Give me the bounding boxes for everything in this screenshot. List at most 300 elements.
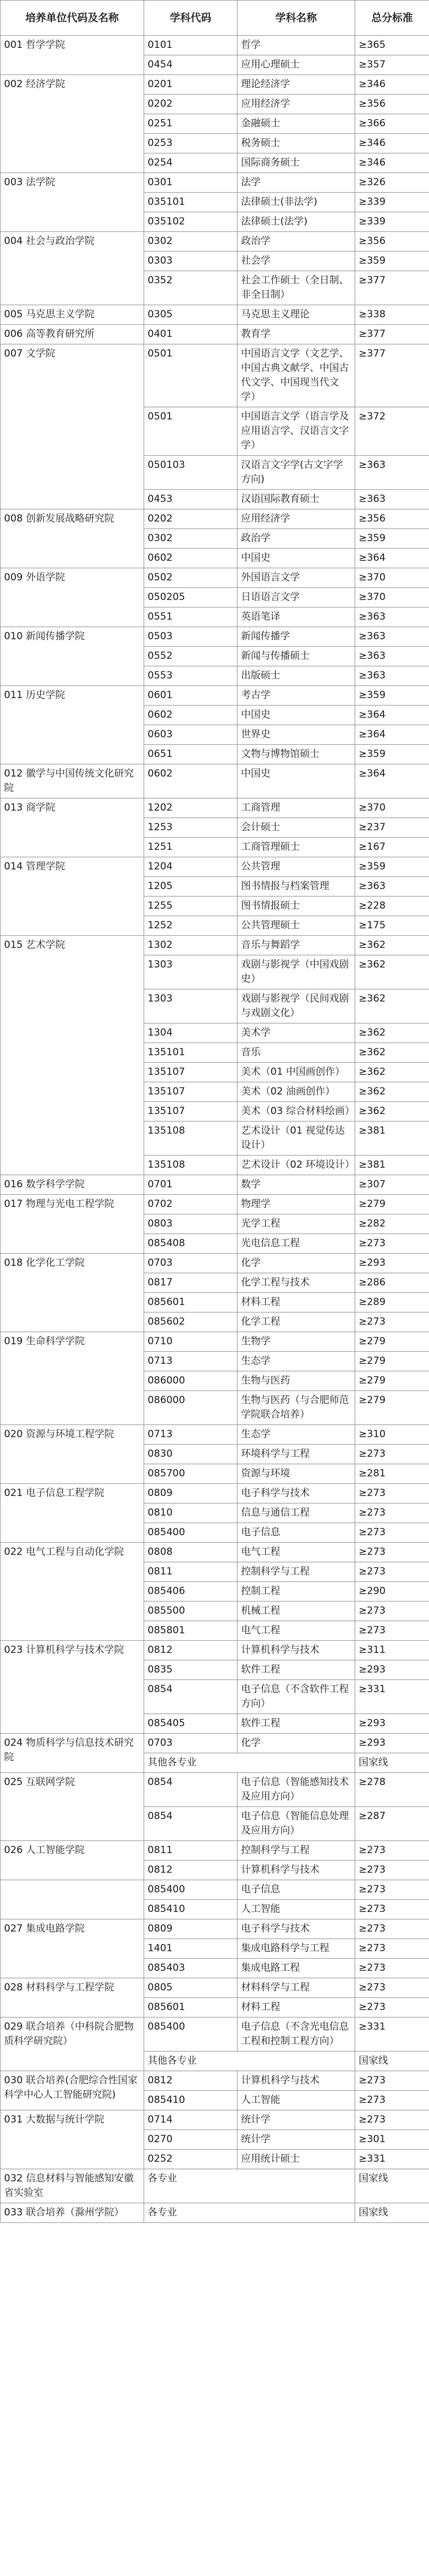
- table-row: [1, 75, 429, 95]
- score-cell: ≥273: [355, 1900, 429, 1919]
- unit-cell: 012 徽学与中国传统文化研究院: [1, 764, 144, 798]
- table-row: [1, 173, 429, 193]
- unit-cell: 031 大数据与统计学院: [1, 2110, 144, 2169]
- score-cell: ≥362: [355, 936, 429, 955]
- subject-name-cell: 电子科学与技术: [238, 1484, 355, 1503]
- table-row: [1, 764, 429, 798]
- code-cell: 0502: [144, 568, 238, 588]
- code-cell: 085410: [144, 2091, 238, 2110]
- code-cell: 085602: [144, 1313, 238, 1332]
- subject-name-cell: 中国史: [238, 706, 355, 725]
- subject-name-cell: 哲学: [238, 36, 355, 55]
- score-cell: ≥273: [355, 1234, 429, 1254]
- code-cell: 135107: [144, 1063, 238, 1082]
- score-cell: ≥278: [355, 1773, 429, 1807]
- table-row: [1, 1641, 429, 1660]
- subject-name-cell: 社会工作硕士（全日制、非全日制）: [238, 271, 355, 305]
- subject-name-cell: 计算机科学与技术: [238, 2071, 355, 2091]
- subject-name-cell: 生物学: [238, 1332, 355, 1352]
- score-cell: ≥363: [355, 666, 429, 686]
- score-cell: ≥366: [355, 114, 429, 134]
- unit-cell: 008 创新发展战略研究院: [1, 509, 144, 568]
- score-cell: ≥279: [355, 1332, 429, 1352]
- subject-name-cell: 生物与医药: [238, 1371, 355, 1391]
- code-cell: 0714: [144, 2110, 238, 2130]
- unit-cell: 011 历史学院: [1, 686, 144, 764]
- score-cell: ≥290: [355, 1582, 429, 1602]
- subject-name-cell: 中国语言文学（语言学及应用语言学、汉语言文字学）: [238, 407, 355, 456]
- subject-name-cell: 软件工程: [238, 1660, 355, 1680]
- code-cell: 0817: [144, 1273, 238, 1293]
- subject-name-cell: 美术学: [238, 1023, 355, 1043]
- unit-cell: 025 互联网学院: [1, 1773, 144, 1841]
- code-cell: 0810: [144, 1503, 238, 1523]
- subject-name-cell: 世界史: [238, 725, 355, 745]
- score-cell: ≥339: [355, 212, 429, 232]
- unit-cell: 003 法学院: [1, 173, 144, 232]
- code-cell: 0809: [144, 1919, 238, 1939]
- code-cell: 0812: [144, 2071, 238, 2091]
- code-cell: 050205: [144, 588, 238, 608]
- table-row: [1, 1195, 429, 1214]
- score-cell: ≥279: [355, 1391, 429, 1425]
- code-cell: 各专业: [144, 2203, 355, 2223]
- code-cell: 0854: [144, 1773, 238, 1807]
- code-cell: 0454: [144, 55, 238, 75]
- subject-name-cell: 工商管理硕士: [238, 838, 355, 857]
- score-cell: ≥372: [355, 407, 429, 456]
- score-cell: ≥273: [355, 2110, 429, 2130]
- subject-name-cell: 软件工程: [238, 1714, 355, 1734]
- subject-name-cell: 公共管理硕士: [238, 916, 355, 936]
- code-cell: 0601: [144, 686, 238, 706]
- score-cell: ≥273: [355, 2071, 429, 2091]
- subject-name-cell: 中国史: [238, 549, 355, 568]
- table-row: [1, 1978, 429, 1998]
- table-row: [1, 1919, 429, 1939]
- subject-name-cell: 中国语言文学（文艺学、中国古典文献学、中国古代文学、中国现当代文学）: [238, 344, 355, 407]
- code-cell: 1302: [144, 936, 238, 955]
- subject-name-cell: 电子信息（智能信息处理及应用方向）: [238, 1807, 355, 1841]
- score-cell: ≥273: [355, 1621, 429, 1641]
- code-cell: 0701: [144, 1175, 238, 1195]
- subject-name-cell: 材料科学与工程: [238, 1978, 355, 1998]
- score-cell: ≥273: [355, 1880, 429, 1900]
- score-cell: ≥273: [355, 1602, 429, 1621]
- code-cell: 050103: [144, 456, 238, 490]
- subject-name-cell: 资源与环境: [238, 1464, 355, 1484]
- code-cell: 0552: [144, 647, 238, 666]
- score-cell: ≥310: [355, 1425, 429, 1445]
- unit-cell: 030 联合培养(合肥综合性国家科学中心人工智能研究院): [1, 2071, 144, 2110]
- code-cell: 0254: [144, 153, 238, 173]
- code-cell: 0830: [144, 1445, 238, 1464]
- code-cell: 0453: [144, 490, 238, 509]
- unit-cell: 026 人工智能学院: [1, 1841, 144, 1880]
- score-cell: ≥365: [355, 36, 429, 55]
- score-cell: ≥377: [355, 271, 429, 305]
- score-cell: ≥359: [355, 529, 429, 549]
- unit-cell: 007 文学院: [1, 344, 144, 509]
- header-unit: 培养单位代码及名称: [1, 1, 144, 36]
- subject-name-cell: 人工智能: [238, 1900, 355, 1919]
- score-cell: ≥362: [355, 1102, 429, 1122]
- subject-name-cell: 中国史: [238, 764, 355, 798]
- subject-name-cell: 新闻传播学: [238, 627, 355, 647]
- unit-cell: 018 化学化工学院: [1, 1254, 144, 1332]
- table-row: [1, 686, 429, 706]
- score-cell: 国家线: [355, 1753, 429, 1773]
- table-row: [1, 568, 429, 588]
- score-cell: ≥286: [355, 1273, 429, 1293]
- score-cell: ≥346: [355, 134, 429, 153]
- subject-name-cell: 英语笔译: [238, 608, 355, 627]
- subject-name-cell: 公共管理: [238, 857, 355, 877]
- code-cell: 0805: [144, 1978, 238, 1998]
- subject-name-cell: 艺术设计（02 环境设计）: [238, 1156, 355, 1175]
- code-cell: 085500: [144, 1602, 238, 1621]
- subject-name-cell: 考古学: [238, 686, 355, 706]
- score-cell: 国家线: [355, 2203, 429, 2223]
- score-cell: ≥364: [355, 764, 429, 798]
- code-cell: 0252: [144, 2150, 238, 2169]
- subject-name-cell: 计算机科学与技术: [238, 1641, 355, 1660]
- score-cell: ≥362: [355, 955, 429, 989]
- subject-name-cell: 化学工程与技术: [238, 1273, 355, 1293]
- table-row: [1, 344, 429, 407]
- subject-name-cell: 文物与博物馆硕士: [238, 745, 355, 764]
- table-row: [1, 509, 429, 529]
- subject-name-cell: 艺术设计（01 视觉传达设计）: [238, 1122, 355, 1156]
- subject-name-cell: 计算机科学与技术: [238, 1861, 355, 1880]
- score-cell: ≥273: [355, 1445, 429, 1464]
- subject-name-cell: 戏剧与影视学（中国戏剧史）: [238, 955, 355, 989]
- code-cell: 086000: [144, 1371, 238, 1391]
- subject-name-cell: 美术（03 综合材料绘画）: [238, 1102, 355, 1122]
- score-cell: 国家线: [355, 2169, 429, 2203]
- score-cell: ≥338: [355, 305, 429, 325]
- subject-name-cell: 控制科学与工程: [238, 1562, 355, 1582]
- unit-cell: 024 物质科学与信息技术研究院: [1, 1734, 144, 1773]
- subject-name-cell: 统计学: [238, 2110, 355, 2130]
- table-row: [1, 1332, 429, 1352]
- code-cell: 085700: [144, 1464, 238, 1484]
- table-header: [1, 1, 429, 36]
- subject-name-cell: 数学: [238, 1175, 355, 1195]
- code-cell: 0501: [144, 344, 238, 407]
- score-cell: ≥331: [355, 2018, 429, 2052]
- subject-name-cell: 法律硕士(非法学): [238, 193, 355, 212]
- score-cell: ≥293: [355, 1734, 429, 1753]
- score-cell: ≥362: [355, 1023, 429, 1043]
- subject-name-cell: 电子科学与技术: [238, 1919, 355, 1939]
- code-cell: 0602: [144, 706, 238, 725]
- score-cell: ≥359: [355, 686, 429, 706]
- subject-name-cell: 化学工程: [238, 1313, 355, 1332]
- subject-name-cell: 音乐与舞蹈学: [238, 936, 355, 955]
- table-row: [1, 1773, 429, 1807]
- subject-name-cell: 控制科学与工程: [238, 1841, 355, 1861]
- code-cell: 0253: [144, 134, 238, 153]
- score-cell: ≥175: [355, 916, 429, 936]
- code-cell: 085601: [144, 1293, 238, 1313]
- score-cell: ≥273: [355, 1562, 429, 1582]
- subject-name-cell: 集成电路科学与工程: [238, 1939, 355, 1959]
- code-cell: 135107: [144, 1102, 238, 1122]
- subject-name-cell: 电子信息（不含软件工程方向）: [238, 1680, 355, 1714]
- code-cell: 1252: [144, 916, 238, 936]
- score-cell: ≥381: [355, 1156, 429, 1175]
- subject-name-cell: 环境科学与工程: [238, 1445, 355, 1464]
- table-row: [1, 2203, 429, 2223]
- score-cell: ≥370: [355, 588, 429, 608]
- subject-name-cell: 化学: [238, 1254, 355, 1273]
- unit-cell: 032 信息材料与智能感知安徽省实验室: [1, 2169, 144, 2203]
- unit-cell: 015 艺术学院: [1, 936, 144, 1175]
- code-cell: 1255: [144, 897, 238, 916]
- score-cell: ≥370: [355, 798, 429, 818]
- score-cell: ≥273: [355, 1861, 429, 1880]
- score-cell: ≥363: [355, 490, 429, 509]
- score-cell: ≥356: [355, 509, 429, 529]
- score-cell: ≥273: [355, 2091, 429, 2110]
- code-cell: 0811: [144, 1562, 238, 1582]
- header-score: 总分标准: [355, 1, 429, 36]
- score-cell: ≥293: [355, 1714, 429, 1734]
- score-cell: ≥273: [355, 1503, 429, 1523]
- table-row: [1, 798, 429, 818]
- table-row: [1, 2110, 429, 2130]
- code-cell: 135101: [144, 1043, 238, 1063]
- subject-name-cell: 电子信息（智能感知技术及应用方向）: [238, 1773, 355, 1807]
- code-cell: 0603: [144, 725, 238, 745]
- subject-name-cell: 法律硕士(法学): [238, 212, 355, 232]
- subject-name-cell: 机械工程: [238, 1602, 355, 1621]
- score-cell: ≥346: [355, 75, 429, 95]
- code-cell: 各专业: [144, 2169, 355, 2203]
- code-cell: 0835: [144, 1660, 238, 1680]
- code-cell: 0651: [144, 745, 238, 764]
- code-cell: 085406: [144, 1582, 238, 1602]
- subject-name-cell: 生态学: [238, 1425, 355, 1445]
- subject-name-cell: 音乐: [238, 1043, 355, 1063]
- subject-name-cell: 汉语国际教育硕士: [238, 490, 355, 509]
- code-cell: 0553: [144, 666, 238, 686]
- subject-name-cell: 税务硕士: [238, 134, 355, 153]
- unit-cell: 004 社会与政治学院: [1, 232, 144, 305]
- table-row: [1, 1254, 429, 1273]
- code-cell: 0602: [144, 549, 238, 568]
- code-cell: 0202: [144, 509, 238, 529]
- score-cell: ≥289: [355, 1293, 429, 1313]
- score-cell: ≥307: [355, 1175, 429, 1195]
- code-cell: 085801: [144, 1621, 238, 1641]
- code-cell: 0352: [144, 271, 238, 305]
- code-cell: 0710: [144, 1332, 238, 1352]
- score-cell: ≥370: [355, 568, 429, 588]
- code-cell: 0803: [144, 1214, 238, 1234]
- subject-name-cell: 生态学: [238, 1352, 355, 1371]
- score-cell: ≥362: [355, 1043, 429, 1063]
- score-cell: ≥279: [355, 1195, 429, 1214]
- subject-name-cell: 日语语言文学: [238, 588, 355, 608]
- subject-name-cell: 材料工程: [238, 1998, 355, 2018]
- score-cell: ≥279: [355, 1352, 429, 1371]
- subject-name-cell: 工商管理: [238, 798, 355, 818]
- subject-name-cell: 美术（02 油画创作）: [238, 1082, 355, 1102]
- table-row: [1, 1880, 429, 1900]
- code-cell: 0812: [144, 1861, 238, 1880]
- unit-cell: 013 商学院: [1, 798, 144, 857]
- unit-cell: 027 集成电路学院: [1, 1919, 144, 1978]
- score-cell: ≥331: [355, 2150, 429, 2169]
- subject-name-cell: 电子信息（不含光电信息工程和控制工程方向）: [238, 2018, 355, 2052]
- subject-name-cell: 生物与医药（与合肥师范学院联合培养）: [238, 1391, 355, 1425]
- subject-name-cell: 应用统计硕士: [238, 2150, 355, 2169]
- table-row: [1, 36, 429, 55]
- code-cell: 085400: [144, 2018, 238, 2052]
- unit-cell: 029 联合培养（中科院合肥物质科学研究院）: [1, 2018, 144, 2071]
- subject-name-cell: 电子信息: [238, 1523, 355, 1543]
- unit-cell: 022 电气工程与自动化学院: [1, 1543, 144, 1641]
- subject-name-cell: 光电信息工程: [238, 1234, 355, 1254]
- subject-name-cell: 图书情报与档案管理: [238, 877, 355, 897]
- subject-name-cell: 法学: [238, 173, 355, 193]
- code-cell: 0303: [144, 252, 238, 271]
- unit-cell: 002 经济学院: [1, 75, 144, 173]
- unit-cell: 016 数学科学学院: [1, 1175, 144, 1195]
- score-cell: ≥363: [355, 647, 429, 666]
- code-cell: 0809: [144, 1484, 238, 1503]
- score-cell: ≥273: [355, 1939, 429, 1959]
- code-cell: 0270: [144, 2130, 238, 2150]
- subject-name-cell: 人工智能: [238, 2091, 355, 2110]
- code-cell: 1303: [144, 955, 238, 989]
- score-cell: ≥359: [355, 857, 429, 877]
- subject-name-cell: 材料工程: [238, 1293, 355, 1313]
- code-cell: 085410: [144, 1900, 238, 1919]
- score-cell: ≥362: [355, 1063, 429, 1082]
- code-cell: 085403: [144, 1959, 238, 1978]
- code-cell: 0703: [144, 1254, 238, 1273]
- table-row: [1, 936, 429, 955]
- header-row: [1, 1, 429, 36]
- header-name: 学科名称: [238, 1, 355, 36]
- code-cell: 135108: [144, 1156, 238, 1175]
- code-cell: 085601: [144, 1998, 238, 2018]
- table-row: [1, 2071, 429, 2091]
- table-row: [1, 857, 429, 877]
- subject-name-cell: 光学工程: [238, 1214, 355, 1234]
- subject-name-cell: 戏剧与影视学（民间戏剧与戏剧文化）: [238, 989, 355, 1023]
- unit-cell: 001 哲学学院: [1, 36, 144, 75]
- score-cell: ≥301: [355, 2130, 429, 2150]
- unit-cell: 033 联合培养（滁州学院）: [1, 2203, 144, 2223]
- code-cell: 085408: [144, 1234, 238, 1254]
- code-cell: 1205: [144, 877, 238, 897]
- unit-cell: 020 资源与环境工程学院: [1, 1425, 144, 1484]
- unit-cell: 009 外语学院: [1, 568, 144, 627]
- code-cell: 0808: [144, 1543, 238, 1562]
- subject-name-cell: 马克思主义理论: [238, 305, 355, 325]
- table-row: [1, 2169, 429, 2203]
- score-cell: ≥273: [355, 1841, 429, 1861]
- code-cell: 0302: [144, 529, 238, 549]
- score-cell: ≥364: [355, 725, 429, 745]
- code-cell: 1251: [144, 838, 238, 857]
- code-cell: 135107: [144, 1082, 238, 1102]
- score-cell: ≥381: [355, 1122, 429, 1156]
- score-cell: ≥362: [355, 989, 429, 1023]
- subject-name-cell: 电子信息: [238, 1880, 355, 1900]
- code-cell: 085400: [144, 1523, 238, 1543]
- score-cell: ≥346: [355, 153, 429, 173]
- table-body: [1, 36, 429, 2223]
- subject-name-cell: 控制工程: [238, 1582, 355, 1602]
- score-cell: ≥339: [355, 193, 429, 212]
- table-row: [1, 2018, 429, 2052]
- score-cell: ≥293: [355, 1660, 429, 1680]
- code-cell: 0713: [144, 1352, 238, 1371]
- subject-name-cell: 新闻与传播硕士: [238, 647, 355, 666]
- score-cell: ≥356: [355, 232, 429, 252]
- score-cell: ≥273: [355, 1313, 429, 1332]
- unit-cell: 014 管理学院: [1, 857, 144, 936]
- subject-name-cell: 外国语言文学: [238, 568, 355, 588]
- table-row: [1, 627, 429, 647]
- code-cell: 其他各专业: [144, 1753, 355, 1773]
- table-row: [1, 325, 429, 344]
- score-cell: ≥273: [355, 1959, 429, 1978]
- unit-cell: 005 马克思主义学院: [1, 305, 144, 325]
- score-cell: ≥356: [355, 95, 429, 114]
- subject-name-cell: 应用经济学: [238, 509, 355, 529]
- unit-cell: 023 计算机科学与技术学院: [1, 1641, 144, 1734]
- code-cell: 035102: [144, 212, 238, 232]
- code-cell: 1202: [144, 798, 238, 818]
- header-code: 学科代码: [144, 1, 238, 36]
- table-row: [1, 232, 429, 252]
- unit-cell: 028 材料科学与工程学院: [1, 1978, 144, 2018]
- subject-name-cell: 政治学: [238, 529, 355, 549]
- code-cell: 0551: [144, 608, 238, 627]
- score-cell: ≥363: [355, 877, 429, 897]
- subject-name-cell: 政治学: [238, 232, 355, 252]
- score-cell: ≥364: [355, 706, 429, 725]
- subject-name-cell: 应用经济学: [238, 95, 355, 114]
- code-cell: 085400: [144, 1880, 238, 1900]
- score-cell: ≥167: [355, 838, 429, 857]
- unit-cell: 019 生命科学学院: [1, 1332, 144, 1425]
- subject-name-cell: 出版硕士: [238, 666, 355, 686]
- score-cell: ≥364: [355, 549, 429, 568]
- score-cell: ≥363: [355, 608, 429, 627]
- code-cell: 1303: [144, 989, 238, 1023]
- score-cell: ≥326: [355, 173, 429, 193]
- subject-name-cell: 会计硕士: [238, 818, 355, 838]
- code-cell: 0503: [144, 627, 238, 647]
- score-cell: ≥357: [355, 55, 429, 75]
- code-cell: 086000: [144, 1391, 238, 1425]
- score-cell: ≥273: [355, 1543, 429, 1562]
- table-row: [1, 1734, 429, 1753]
- score-cell: ≥377: [355, 344, 429, 407]
- code-cell: 0602: [144, 764, 238, 798]
- subject-name-cell: 汉语言文字学(古文字学方向): [238, 456, 355, 490]
- code-cell: 0811: [144, 1841, 238, 1861]
- subject-name-cell: 物理学: [238, 1195, 355, 1214]
- score-cell: 国家线: [355, 2052, 429, 2071]
